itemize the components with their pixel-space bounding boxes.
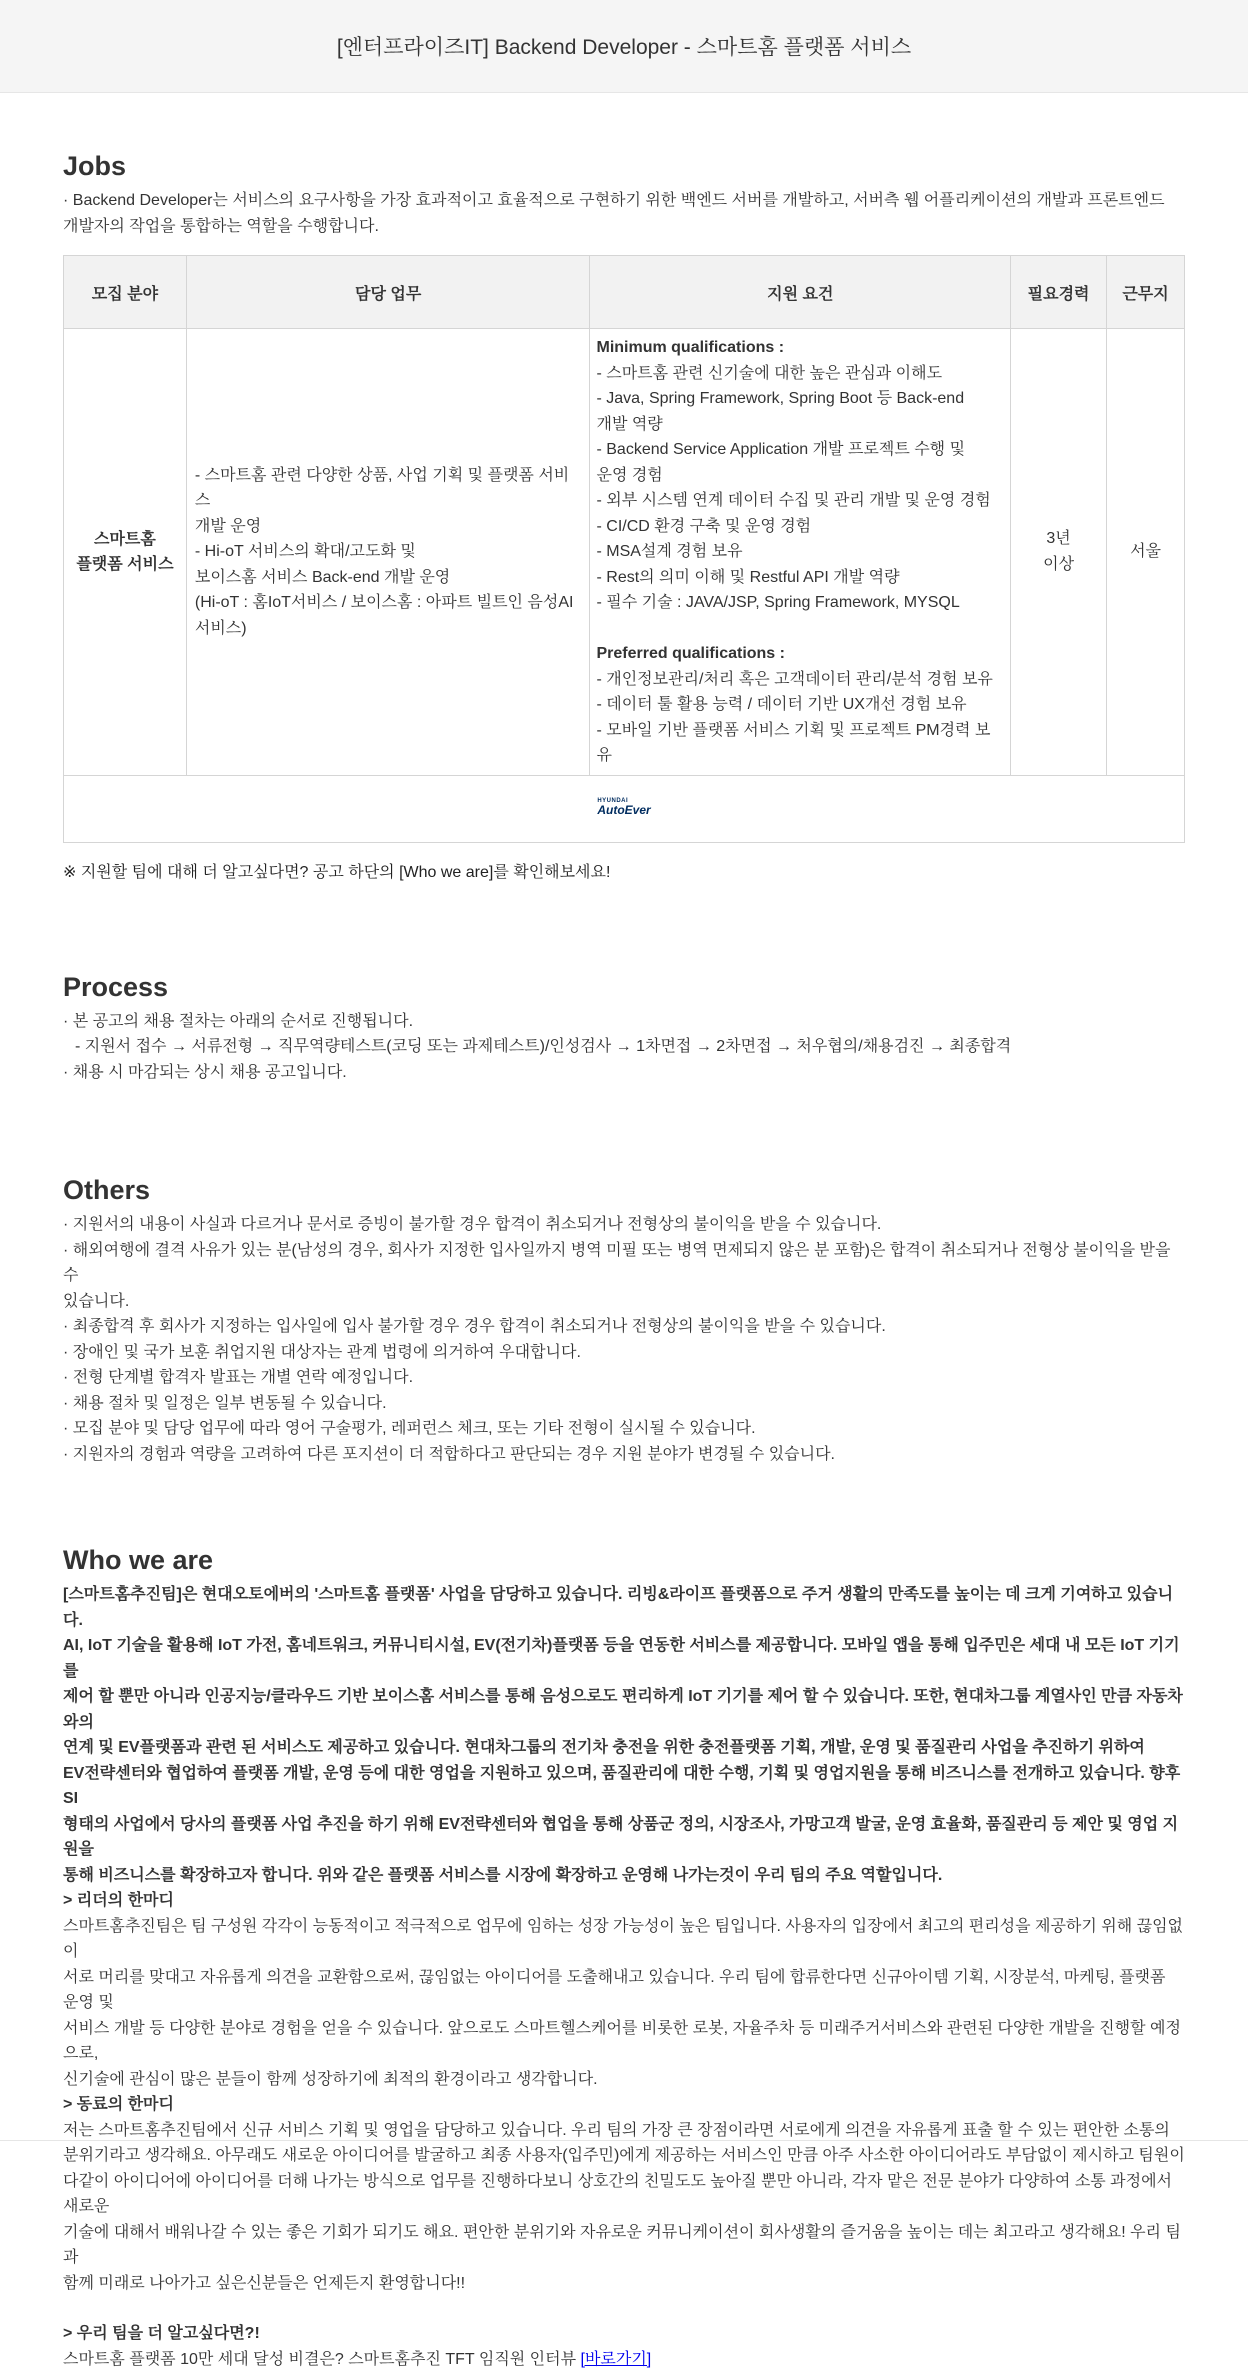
process-section [63, 972, 1185, 1086]
others-line: · 해외여행에 결격 사유가 있는 분(남성의 경우, 회사가 지정한 입사일까지 병역 미필 또는 병역 면제되지 않은 분 포함)은 합격이 취소되거나 전형상 불이익을 받을 수 [63, 1238, 1185, 1289]
team-intro-line: 통해 비즈니스를 확장하고자 합니다. 위와 같은 플랫폼 서비스를 시장에 확장하고 운영해 나가는것이 우리 팀의 주요 역할입니다. [63, 1863, 1185, 1889]
team-intro-line: EV전략센터와 협업하여 플랫폼 개발, 운영 등에 대한 영업을 지원하고 있으며, 품질관리에 대한 수행, 기획 및 영업지원을 통해 비즈니스를 전개하고 있습니다. 향후 SI [63, 1761, 1185, 1812]
logo-top-text: HYUNDAI [597, 798, 650, 804]
table-header-experience: 필요경력 [1011, 256, 1107, 329]
min-qualification-line: - Rest의 의미 이해 및 Restful API 개발 역량 [596, 565, 1004, 591]
process-heading: Process [63, 972, 1185, 1003]
page-title: [엔터프라이즈IT] Backend Developer - 스마트홈 플랫폼 서비스 [337, 31, 911, 61]
colleague-line: 저는 스마트홈추진팀에서 신규 서비스 기획 및 영업을 담당하고 있습니다. 우리 팀의 가장 큰 장점이라면 서로에게 의견을 자유롭게 표출 할 수 있는 편안한 소통의 [63, 2118, 1185, 2144]
team-intro-line: [스마트홈추진팀]은 현대오토에버의 '스마트홈 플랫폼' 사업을 담당하고 있습니다. 리빙&라이프 플랫폼으로 주거 생활의 만족도를 높이는 데 크게 기여하고 있습니다. [63, 1582, 1185, 1633]
jobs-intro-line: 개발자의 작업을 통합하는 역할을 수행합니다. [63, 214, 1185, 240]
table-header-location: 근무지 [1107, 256, 1185, 329]
team-intro-line: 제어 할 뿐만 아니라 인공지능/클라우드 기반 보이스홈 서비스를 통해 음성으로도 편리하게 IoT 기기를 제어 할 수 있습니다. 또한, 현대차그룹 계열사인 만큼 자동차와의 [63, 1684, 1185, 1735]
others-line: · 모집 분야 및 담당 업무에 따라 영어 구술평가, 레퍼런스 체크, 또는 기타 전형이 실시될 수 있습니다. [63, 1416, 1185, 1442]
process-line: · 본 공고의 채용 절차는 아래의 순서로 진행됩니다. [63, 1009, 1185, 1035]
min-qualification-line: 개발 역량 [596, 412, 1004, 438]
requirements-cell [590, 329, 1011, 776]
team-intro-line: AI, IoT 기술을 활용해 IoT 가전, 홈네트워크, 커뮤니티시설, EV(전기차)플랫폼 등을 연동한 서비스를 제공합니다. 모바일 앱을 통해 입주민은 세대 내 모든 IoT 기기를 [63, 1633, 1185, 1684]
colleague-line: 분위기라고 생각해요. 아무래도 새로운 아이디어를 발굴하고 최종 사용자(입주민)에게 제공하는 서비스인 만큼 아주 사소한 아이디어라도 부담없이 제시하고 팀원이 [63, 2143, 1185, 2169]
header [0, 0, 1248, 93]
duty-line: 개발 운영 [195, 514, 582, 540]
process-steps-line: - 지원서 접수 → 서류전형 → 직무역량테스트(코딩 또는 과제테스트)/인성검사 → 1차면접 → 2차면접 → 처우협의/채용검진 → 최종합격 [63, 1034, 1185, 1060]
preferred-qualification-line: - 데이터 툴 활용 능력 / 데이터 기반 UX개선 경험 보유 [596, 692, 1004, 718]
shortcut-link[interactable]: [바로가기] [581, 2351, 652, 2368]
who-we-are-section [63, 1545, 1185, 2372]
duty-line: - Hi-oT 서비스의 확대/고도화 및 [195, 539, 582, 565]
leader-line: 서로 머리를 맞대고 자유롭게 의견을 교환함으로써, 끊임없는 아이디어를 도출해내고 있습니다. 우리 팀에 합류한다면 신규아이템 기획, 시장분석, 마케팅, 플랫폼 운영 및 [63, 1965, 1185, 2016]
field-cell [64, 329, 187, 776]
logo-bottom-text: AutoEver [597, 804, 650, 816]
duty-cell [186, 329, 590, 776]
spacer [63, 2296, 1185, 2321]
colleague-line: 다같이 아이디어에 아이디어를 더해 나가는 방식으로 업무를 진행하다보니 상호간의 친밀도도 높아질 뿐만 아니라, 각자 맡은 전문 분야가 다양하여 소통 과정에서 새로운 [63, 2169, 1185, 2220]
team-info-note: ※ 지원할 팀에 대해 더 알고싶다면? 공고 하단의 [Who we are]를 확인해보세요! [63, 859, 1185, 882]
table-header-requirements: 지원 요건 [590, 256, 1011, 329]
field-line: 스마트홈 [65, 527, 185, 552]
colleague-title: > 동료의 한마디 [63, 2092, 1185, 2118]
logo-cell [64, 775, 1185, 842]
experience-cell [1011, 329, 1107, 776]
footer-divider [0, 2140, 1248, 2141]
min-qualification-line: - 스마트홈 관련 신기술에 대한 높은 관심과 이해도 [596, 361, 1004, 387]
others-line: · 지원서의 내용이 사실과 다르거나 문서로 증빙이 불가할 경우 합격이 취소되거나 전형상의 불이익을 받을 수 있습니다. [63, 1212, 1185, 1238]
table-row [64, 329, 1185, 776]
table-header-field: 모집 분야 [64, 256, 187, 329]
duty-line: (Hi-oT : 홈IoT서비스 / 보이스홈 : 아파트 빌트인 음성AI [195, 590, 582, 616]
table-header-duty: 담당 업무 [186, 256, 590, 329]
table-header-row [64, 256, 1185, 329]
jobs-intro-line: · Backend Developer는 서비스의 요구사항을 가장 효과적이고 효율적으로 구현하기 위한 백엔드 서버를 개발하고, 서버측 웹 어플리케이션의 개발과 프론트엔드 [63, 188, 1185, 214]
min-qualification-line: - Backend Service Application 개발 프로젝트 수행 및 [596, 437, 1004, 463]
min-qualification-line: 운영 경험 [596, 463, 1004, 489]
spacer [596, 616, 1004, 642]
others-line: · 장애인 및 국가 보훈 취업지원 대상자는 관계 법령에 의거하여 우대합니다. [63, 1340, 1185, 1366]
min-qualification-line: - 외부 시스템 연계 데이터 수집 및 관리 개발 및 운영 경험 [596, 488, 1004, 514]
logo-row [64, 775, 1185, 842]
process-line: · 채용 시 마감되는 상시 채용 공고입니다. [63, 1060, 1185, 1086]
colleague-line: 함께 미래로 나아가고 싶은신분들은 언제든지 환영합니다!! [63, 2271, 1185, 2297]
others-line: 있습니다. [63, 1289, 1185, 1315]
leader-line: 서비스 개발 등 다양한 분야로 경험을 얻을 수 있습니다. 앞으로도 스마트헬스케어를 비롯한 로봇, 자율주차 등 미래주거서비스와 관련된 다양한 개발을 진행할 예정으로, [63, 2016, 1185, 2067]
job-table [63, 255, 1185, 843]
others-line: · 최종합격 후 회사가 지정하는 입사일에 입사 불가할 경우 경우 합격이 취소되거나 전형상의 불이익을 받을 수 있습니다. [63, 1314, 1185, 1340]
jobs-heading: Jobs [63, 151, 1185, 182]
others-section [63, 1175, 1185, 1467]
preferred-qualifications-title: Preferred qualifications : [596, 641, 1004, 667]
duty-line: 서비스) [195, 616, 582, 642]
team-intro-line: 연계 및 EV플랫폼과 관련 된 서비스도 제공하고 있습니다. 현대차그룹의 전기차 충전을 위한 충전플랫폼 기획, 개발, 운영 및 품질관리 사업을 추진하기 위하여 [63, 1735, 1185, 1761]
team-intro-line: 형태의 사업에서 당사의 플랫폼 사업 추진을 하기 위해 EV전략센터와 협업을 통해 상품군 정의, 시장조사, 가망고객 발굴, 운영 효율화, 품질관리 등 제안 및 영업 지원을 [63, 1812, 1185, 1863]
field-line: 플랫폼 서비스 [65, 552, 185, 577]
duty-line: - 스마트홈 관련 다양한 상품, 사업 기획 및 플랫폼 서비스 [195, 463, 582, 514]
duty-line: 보이스홈 서비스 Back-end 개발 운영 [195, 565, 582, 591]
others-line: · 지원자의 경험과 역량을 고려하여 다른 포지션이 더 적합하다고 판단되는 경우 지원 분야가 변경될 수 있습니다. [63, 1442, 1185, 1468]
others-line: · 전형 단계별 합격자 발표는 개별 연락 예정입니다. [63, 1365, 1185, 1391]
min-qualifications-title: Minimum qualifications : [596, 335, 1004, 361]
experience-line: 3년 [1012, 526, 1105, 552]
more-text: 스마트홈 플랫폼 10만 세대 달성 비결은? 스마트홈추진 TFT 임직원 인터뷰 [63, 2351, 581, 2368]
more-line [63, 2347, 1185, 2372]
jobs-section [63, 151, 1185, 882]
colleague-line: 기술에 대해서 배워나갈 수 있는 좋은 기회가 되기도 해요. 편안한 분위기와 자유로운 커뮤니케이션이 회사생활의 즐거움을 높이는 데는 최고라고 생각해요! 우리 팀과 [63, 2220, 1185, 2271]
preferred-qualification-line: - 모바일 기반 플랫폼 서비스 기획 및 프로젝트 PM경력 보유 [596, 718, 1004, 769]
leader-line: 신기술에 관심이 많은 분들이 함께 성장하기에 최적의 환경이라고 생각합니다. [63, 2067, 1185, 2093]
experience-line: 이상 [1012, 552, 1105, 578]
min-qualification-line: - Java, Spring Framework, Spring Boot 등 Back-end [596, 386, 1004, 412]
who-we-are-heading: Who we are [63, 1545, 1185, 1576]
leader-line: 스마트홈추진팀은 팀 구성원 각각이 능동적이고 적극적으로 업무에 임하는 성장 가능성이 높은 팀입니다. 사용자의 입장에서 최고의 편리성을 제공하기 위해 끊임없이 [63, 1914, 1185, 1965]
main-content [0, 151, 1248, 2372]
leader-title: > 리더의 한마디 [63, 1888, 1185, 1914]
min-qualification-line: - 필수 기술 : JAVA/JSP, Spring Framework, MYSQL [596, 590, 1004, 616]
others-line: · 채용 절차 및 일정은 일부 변동될 수 있습니다. [63, 1391, 1185, 1417]
preferred-qualification-line: - 개인정보관리/처리 혹은 고객데이터 관리/분석 경험 보유 [596, 667, 1004, 693]
more-title: > 우리 팀을 더 알고싶다면?! [63, 2321, 1185, 2347]
hyundai-autoever-logo [597, 798, 650, 816]
min-qualification-line: - CI/CD 환경 구축 및 운영 경험 [596, 514, 1004, 540]
location-cell: 서울 [1107, 329, 1185, 776]
min-qualification-line: - MSA설계 경험 보유 [596, 539, 1004, 565]
others-heading: Others [63, 1175, 1185, 1206]
